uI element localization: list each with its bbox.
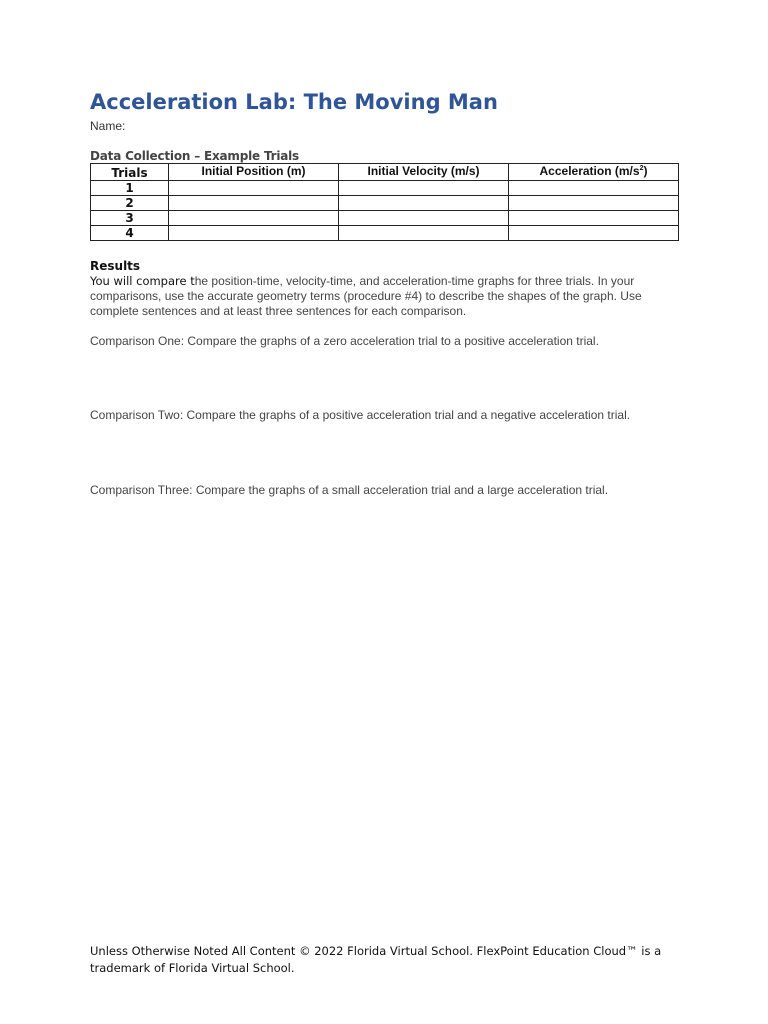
position-cell[interactable] xyxy=(169,196,339,211)
comparison-three: Comparison Three: Compare the graphs of a small acceleration trial and a large acceleration trial. xyxy=(90,483,609,497)
table-row xyxy=(91,226,679,241)
comparison-two: Comparison Two: Compare the graphs of a positive acceleration trial and a negative acceleration trial. xyxy=(90,408,631,422)
header-trials: Trials xyxy=(91,164,169,181)
name-label: Name: xyxy=(90,119,126,133)
data-collection-heading: Data Collection – Example Trials xyxy=(90,149,300,163)
table-row xyxy=(91,211,679,226)
velocity-cell[interactable] xyxy=(339,226,509,241)
position-cell[interactable] xyxy=(169,226,339,241)
header-acceleration-text: Acceleration (m/s xyxy=(539,164,640,178)
table-row xyxy=(91,181,679,196)
results-instructions xyxy=(90,274,680,319)
trial-number: 2 xyxy=(91,196,169,211)
velocity-cell[interactable] xyxy=(339,211,509,226)
position-cell[interactable] xyxy=(169,211,339,226)
acceleration-cell[interactable] xyxy=(509,196,679,211)
results-intro-lead: You will compare t xyxy=(90,274,195,288)
header-acceleration xyxy=(509,164,679,181)
trial-number: 4 xyxy=(91,226,169,241)
page-title: Acceleration Lab: The Moving Man xyxy=(90,90,498,114)
results-heading: Results xyxy=(90,259,141,273)
header-acceleration-close: ) xyxy=(643,164,648,178)
header-initial-velocity: Initial Velocity (m/s) xyxy=(339,164,509,181)
trial-number: 1 xyxy=(91,181,169,196)
velocity-cell[interactable] xyxy=(339,181,509,196)
position-cell[interactable] xyxy=(169,181,339,196)
velocity-cell[interactable] xyxy=(339,196,509,211)
results-intro-rest: he position-time, velocity-time, and acceleration-time graphs for three trials. In your comparisons, use the accurate geometry terms (procedure #4) to describe the shapes of the graph. Use complete sentences and at least three sentences for each comparison. xyxy=(90,274,642,318)
table-row xyxy=(91,196,679,211)
comparison-one: Comparison One: Compare the graphs of a zero acceleration trial to a positive acceleration trial. xyxy=(90,334,599,348)
copyright-footer: Unless Otherwise Noted All Content © 2022 Florida Virtual School. FlexPoint Education Cloud™ is a trademark of Florida Virtual School. xyxy=(90,944,662,975)
header-acceleration-exponent: 2 xyxy=(639,165,644,172)
table-header-row xyxy=(91,164,679,181)
header-initial-position: Initial Position (m) xyxy=(169,164,339,181)
acceleration-cell[interactable] xyxy=(509,211,679,226)
acceleration-cell[interactable] xyxy=(509,226,679,241)
trials-table xyxy=(90,163,679,241)
trial-number: 3 xyxy=(91,211,169,226)
acceleration-cell[interactable] xyxy=(509,181,679,196)
